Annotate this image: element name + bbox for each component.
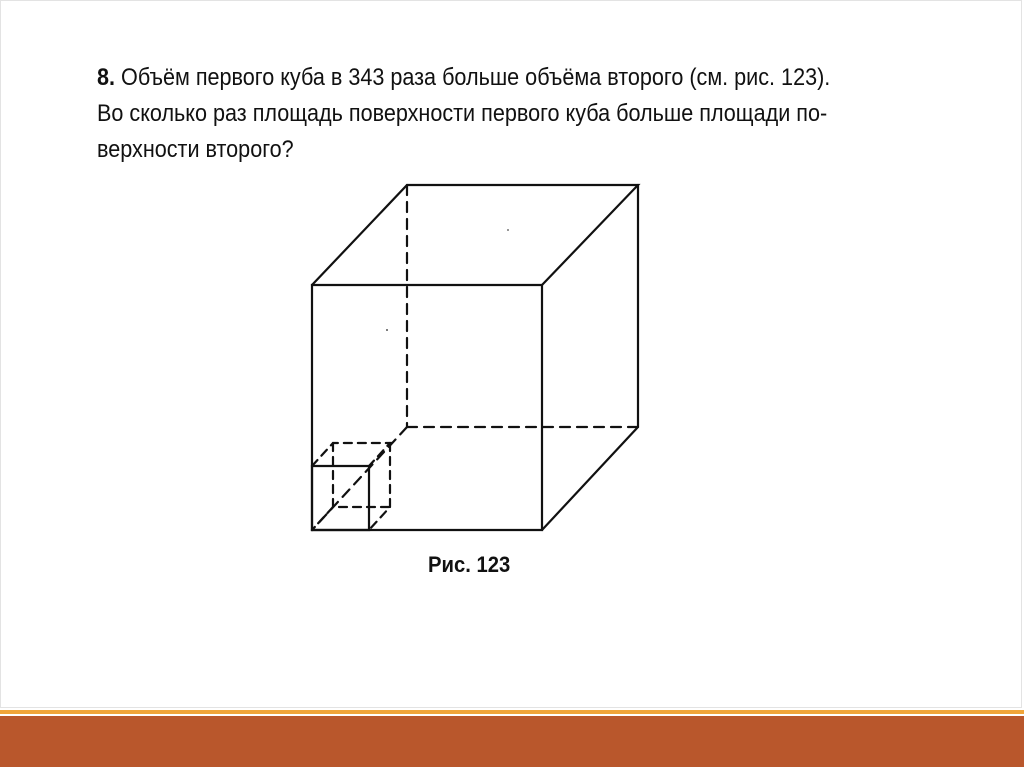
- problem-line-2: Во сколько раз площадь поверхности первого куба больше площади по-: [97, 100, 828, 127]
- footer-accent-stripe: [0, 710, 1024, 714]
- problem-number: 8.: [97, 64, 116, 91]
- small-cube-hidden-edges: [312, 443, 390, 530]
- footer-band: [0, 716, 1024, 767]
- problem-line-1: [97, 60, 889, 96]
- scan-speck: [507, 229, 509, 231]
- scan-speck: [386, 329, 388, 331]
- big-cube-right-back-edge: [542, 185, 638, 530]
- big-cube-top-edges: [312, 185, 638, 285]
- problem-text: [97, 60, 889, 168]
- problem-line-1-text: Объём первого куба в 343 раза больше объёма второго (см. рис. 123).: [121, 64, 831, 91]
- figure-caption: Рис. 123: [428, 552, 511, 577]
- problem-line-3: верхности второго?: [97, 136, 294, 163]
- cube-figure: [300, 175, 650, 540]
